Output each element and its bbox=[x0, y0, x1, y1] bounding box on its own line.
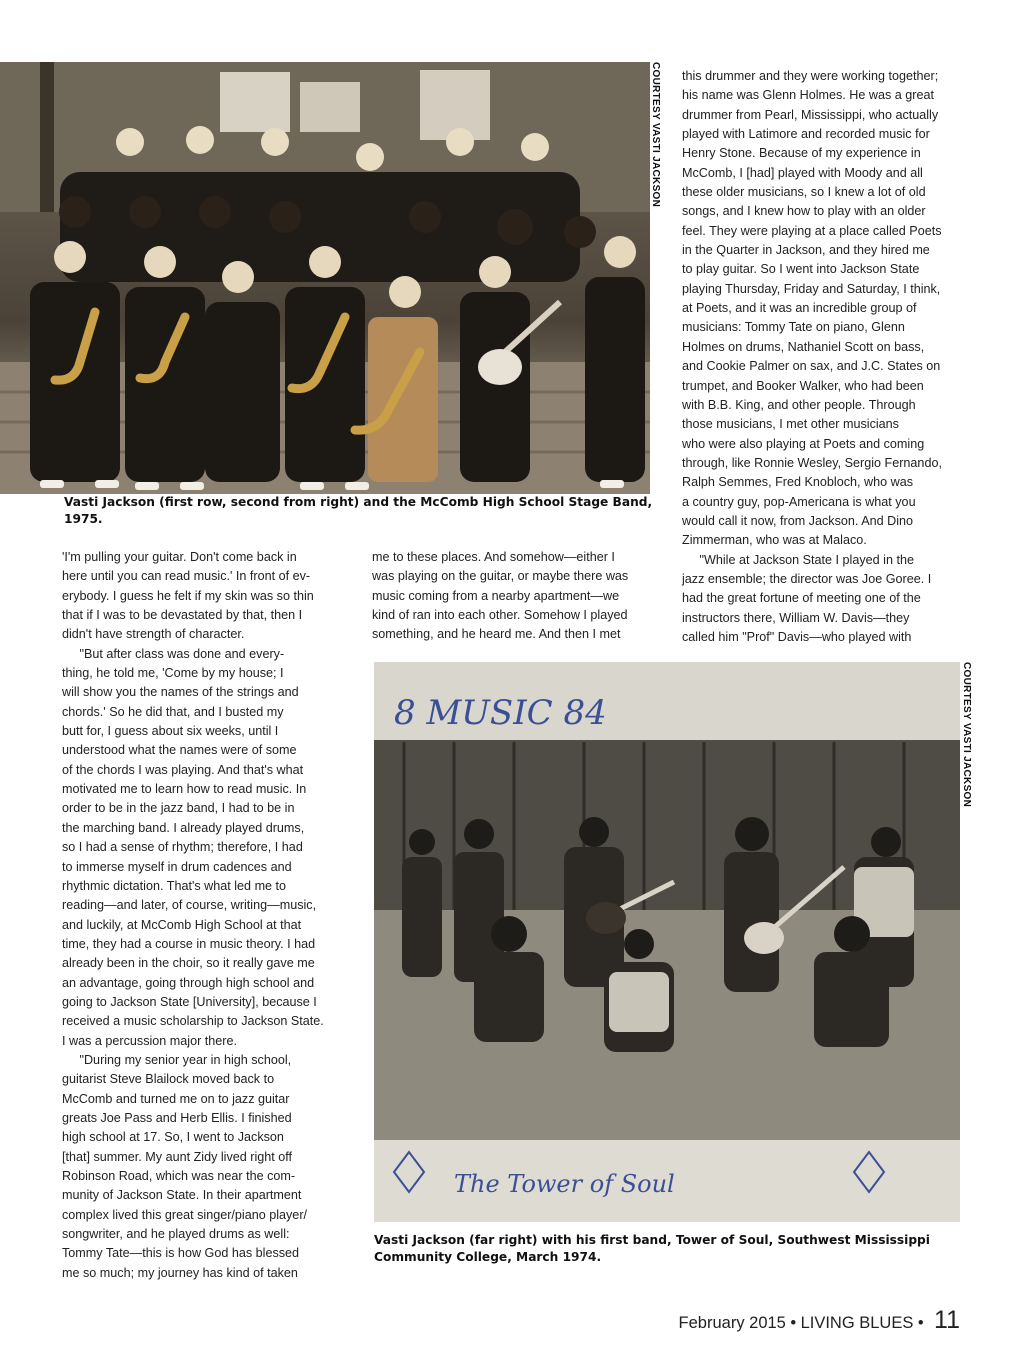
text-line: to immerse myself in drum cadences and bbox=[62, 859, 292, 874]
text-line: something, and he heard me. And then I met bbox=[372, 627, 621, 642]
text-line: erybody. I guess he felt if my skin was so thin bbox=[62, 588, 314, 603]
tower-of-soul-photo bbox=[374, 662, 960, 1222]
text-line: McComb and turned me on to jazz guitar bbox=[62, 1091, 290, 1106]
text-line: rhythmic dictation. That's what led me to bbox=[62, 878, 287, 893]
page-number: 11 bbox=[934, 1306, 960, 1334]
text-line: of the chords I was playing. And that's what bbox=[62, 762, 304, 777]
text-line: Zimmerman, who was at Malaco. bbox=[682, 533, 867, 548]
text-line: order to be in the jazz band, I had to be in bbox=[62, 801, 295, 816]
text-line: drummer from Pearl, Mississippi, who actually bbox=[682, 107, 939, 122]
tower-of-soul-illustration bbox=[374, 662, 960, 1222]
text-line: musicians: Tommy Tate on piano, Glenn bbox=[682, 320, 905, 335]
text-line: instructors there, William W. Davis—they bbox=[682, 610, 910, 625]
text-line: and luckily, at McComb High School at that bbox=[62, 917, 302, 932]
text-line: had the great fortune of meeting one of the bbox=[682, 591, 921, 606]
photo-credit-bottom: COURTESY VASTI JACKSON bbox=[961, 662, 972, 808]
text-line: these older musicians, so I knew a lot of old bbox=[682, 185, 926, 200]
text-line: me so much; my journey has kind of taken bbox=[62, 1265, 298, 1280]
handwriting-tower-of-soul: The Tower of Soul bbox=[454, 1170, 675, 1198]
text-line: "While at Jackson State I played in the bbox=[682, 552, 914, 567]
text-line: "During my senior year in high school, bbox=[62, 1052, 292, 1067]
text-line: I was a percussion major there. bbox=[62, 1033, 237, 1048]
text-line: those musicians, I met other musicians bbox=[682, 417, 899, 432]
article-column-1 bbox=[62, 548, 352, 1283]
text-line: 'I'm pulling your guitar. Don't come back in bbox=[62, 550, 297, 564]
text-line: Henry Stone. Because of my experience in bbox=[682, 146, 921, 161]
text-line: to play guitar. So I went into Jackson State bbox=[682, 262, 920, 277]
text-line: at Poets, and it was an incredible group of bbox=[682, 301, 917, 316]
text-line: motivated me to learn how to read music. In bbox=[62, 782, 307, 797]
text-line: jazz ensemble; the director was Joe Goree. I bbox=[682, 571, 932, 586]
text-line: reading—and later, of course, writing—music, bbox=[62, 898, 317, 913]
text-line: here until you can read music.' In front of ev- bbox=[62, 569, 311, 584]
text-line: high school at 17. So, I went to Jackson bbox=[62, 1130, 284, 1145]
text-line: playing Thursday, Friday and Saturday, I think, bbox=[682, 281, 941, 296]
text-line: kind of ran into each other. Somehow I played bbox=[372, 608, 628, 623]
magazine-name: LIVING BLUES bbox=[800, 1314, 914, 1332]
text-line: played with Latimore and recorded music for bbox=[682, 127, 930, 142]
text-line: Tommy Tate—this is how God has blessed bbox=[62, 1246, 300, 1261]
text-line: that if I was to be devastated by that, then I bbox=[62, 608, 303, 623]
text-line: munity of Jackson State. In their apartment bbox=[62, 1188, 302, 1203]
page-footer bbox=[679, 1306, 960, 1335]
text-line: going to Jackson State [University], because I bbox=[62, 994, 317, 1009]
text-line: received a music scholarship to Jackson State. bbox=[62, 1014, 324, 1029]
text-line: the marching band. I already played drums, bbox=[62, 820, 305, 835]
text-line: an advantage, going through high school and bbox=[62, 975, 315, 990]
stage-band-photo bbox=[0, 62, 650, 494]
text-line: would call it now, from Jackson. And Dino bbox=[682, 513, 913, 528]
text-line: and Cookie Palmer on sax, and J.C. States on bbox=[682, 359, 941, 374]
text-line: his name was Glenn Holmes. He was a great bbox=[682, 88, 934, 103]
text-line: complex lived this great singer/piano player/ bbox=[62, 1207, 308, 1222]
photo-caption-bottom: Vasti Jackson (far right) with his first band, Tower of Soul, Southwest Mississippi Community College, March 1974. bbox=[374, 1233, 930, 1264]
text-line: Ralph Semmes, Fred Knobloch, who was bbox=[682, 475, 913, 490]
text-line: songwriter, and he played drums as well: bbox=[62, 1227, 290, 1242]
footer-bullet: • bbox=[917, 1314, 924, 1332]
text-line: Robinson Road, which was near the com- bbox=[62, 1169, 296, 1183]
text-line: greats Joe Pass and Herb Ellis. I finished bbox=[62, 1110, 292, 1125]
footer-bullet: • bbox=[790, 1314, 797, 1332]
text-line: was playing on the guitar, or maybe there was bbox=[372, 569, 629, 584]
text-line: me to these places. And somehow—either I bbox=[372, 550, 615, 564]
text-line: already been in the choir, so it really gave me bbox=[62, 956, 315, 971]
issue-date: February 2015 bbox=[678, 1314, 786, 1332]
text-line: chords.' So he did that, and I busted my bbox=[62, 704, 284, 719]
text-line: Holmes on drums, Nathaniel Scott on bass, bbox=[682, 339, 925, 354]
photo-credit-top: COURTESY VASTI JACKSON bbox=[650, 62, 661, 208]
text-line: will show you the names of the strings and bbox=[62, 685, 299, 700]
article-column-2 bbox=[372, 548, 662, 645]
text-line: in the Quarter in Jackson, and they hired me bbox=[682, 243, 930, 258]
text-line: understood what the names were of some bbox=[62, 743, 297, 758]
text-line: didn't have strength of character. bbox=[62, 627, 245, 642]
text-line: called him "Prof" Davis—who played with bbox=[682, 629, 912, 644]
text-line: music coming from a nearby apartment—we bbox=[372, 588, 620, 603]
text-line: time, they had a course in music theory. I had bbox=[62, 936, 316, 951]
text-line: through, like Ronnie Wesley, Sergio Fernando, bbox=[682, 455, 942, 470]
text-line: songs, and I knew how to play with an older bbox=[682, 204, 926, 219]
text-line: McComb, I [had] played with Moody and all bbox=[682, 165, 923, 180]
text-line: [that] summer. My aunt Zidy lived right off bbox=[62, 1149, 293, 1164]
text-line: so I had a sense of rhythm; therefore, I had bbox=[62, 840, 303, 855]
text-line: "But after class was done and every- bbox=[62, 646, 285, 661]
text-line: this drummer and they were working together; bbox=[682, 69, 939, 83]
text-line: who were also playing at Poets and coming bbox=[682, 436, 925, 451]
text-line: guitarist Steve Blailock moved back to bbox=[62, 1072, 275, 1087]
text-line: trumpet, and Booker Walker, who had been bbox=[682, 378, 924, 393]
photo-caption-top: Vasti Jackson (first row, second from right) and the McComb High School Stage Band, 1975. bbox=[64, 495, 653, 526]
handwriting-music: 8 MUSIC 84 bbox=[394, 693, 607, 733]
article-column-3 bbox=[682, 67, 972, 647]
text-line: with B.B. King, and other people. Through bbox=[682, 397, 916, 412]
text-line: feel. They were playing at a place called Poets bbox=[682, 223, 942, 238]
text-line: a country guy, pop-Americana is what you bbox=[682, 494, 916, 509]
stage-band-illustration bbox=[0, 62, 650, 494]
text-line: butt for, I guess about six weeks, until I bbox=[62, 724, 279, 739]
text-line: thing, he told me, 'Come by my house; I bbox=[62, 666, 284, 681]
